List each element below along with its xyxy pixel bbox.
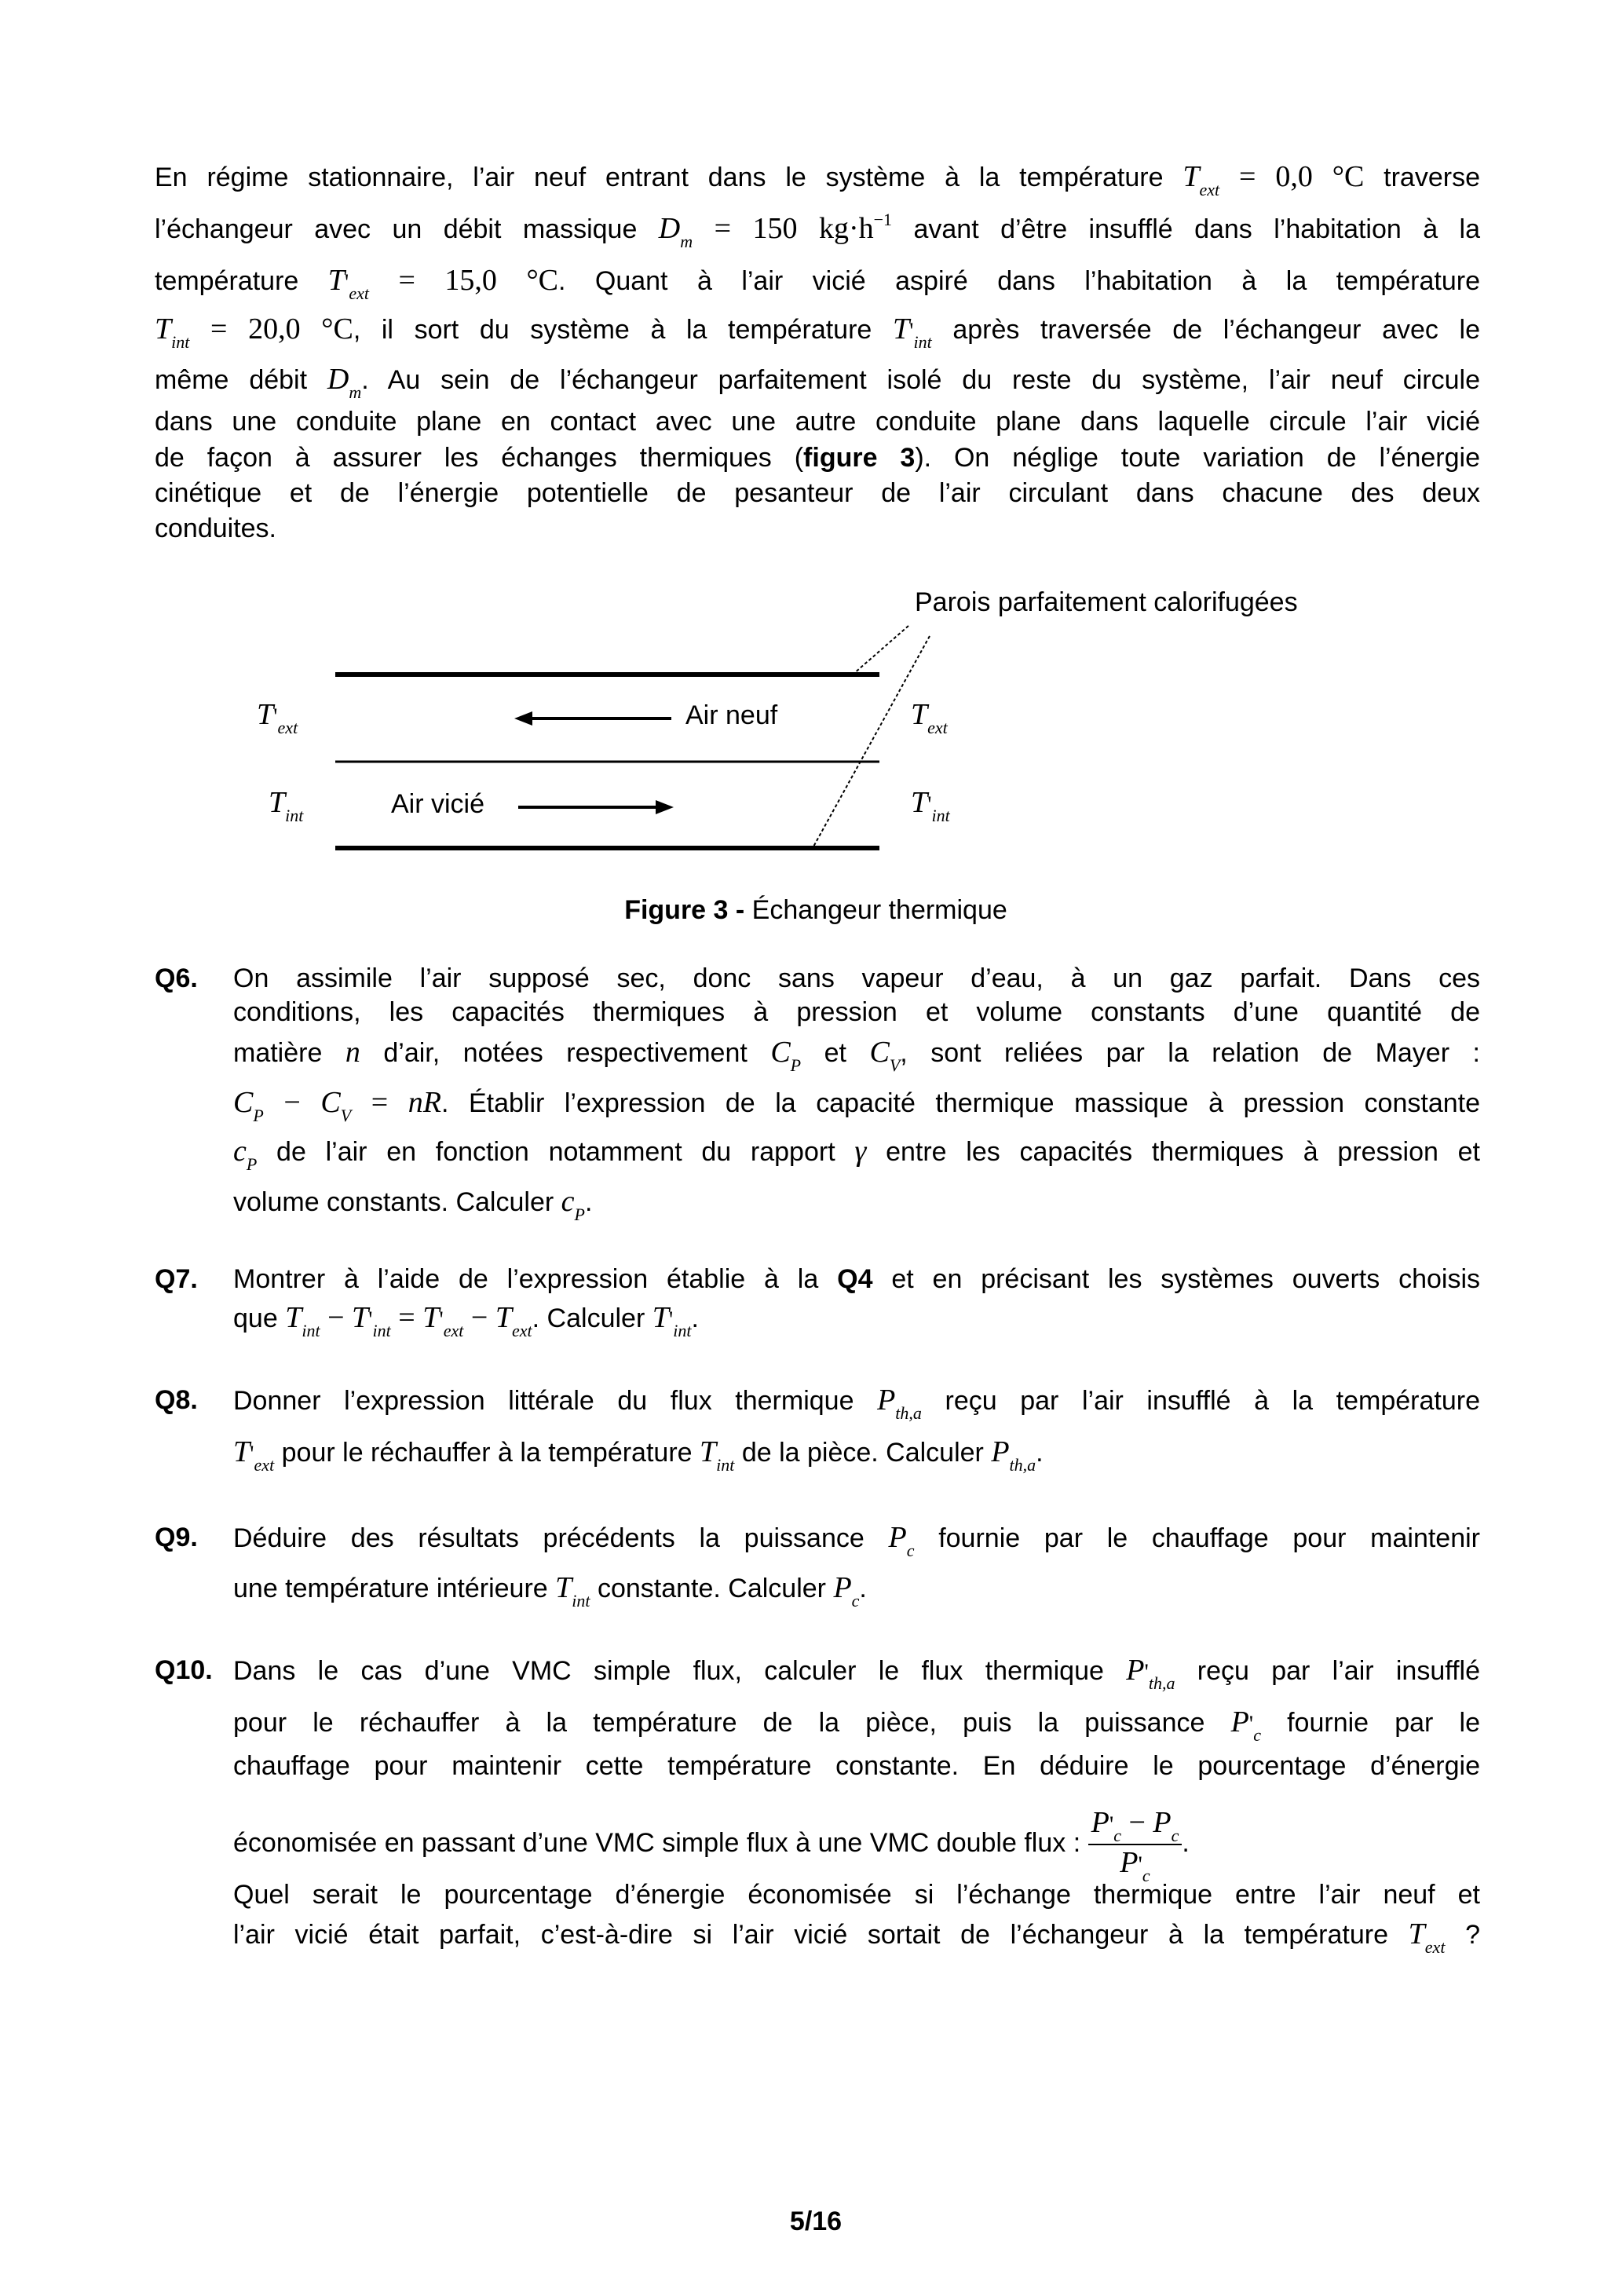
math-variable: P	[877, 1384, 896, 1417]
math-variable: P	[1153, 1806, 1172, 1839]
text-run: conditions, les capacités thermiques à pression et volume constants d’une quantité de	[233, 997, 1480, 1027]
text-run: . Établir l’expression de la capacité thermique massique à pression constante	[441, 1088, 1480, 1118]
text-run: conduites.	[155, 514, 276, 543]
math-subscript: P	[790, 1055, 802, 1075]
temp-left-bottom	[269, 785, 304, 825]
math-subscript: c	[906, 1541, 915, 1560]
math-subscript: P	[253, 1106, 264, 1125]
text-line	[233, 1702, 1481, 1745]
math-expression	[495, 1301, 532, 1340]
math-subscript: m	[349, 382, 362, 402]
text-line	[233, 1083, 1480, 1125]
pointer-dashed-line	[853, 626, 908, 675]
math-value: −	[463, 1301, 495, 1334]
text-line	[233, 1914, 1481, 1957]
text-run: l’échangeur avec un débit massique	[155, 214, 659, 244]
math-value: −	[320, 1301, 352, 1334]
math-expression	[345, 1036, 360, 1069]
math-term	[1091, 1806, 1153, 1845]
walls-label: Parois parfaitement calorifugées	[915, 587, 1298, 617]
caption-text: Échangeur thermique	[744, 895, 1007, 925]
math-variable: T	[652, 1301, 669, 1334]
text-line	[233, 1182, 1480, 1224]
math-subscript: c	[1142, 1866, 1150, 1885]
math-subscript: th,a	[1148, 1673, 1175, 1693]
text-line	[233, 1380, 1480, 1423]
text-run: Montrer à l’aide de l’expression établie à la	[233, 1264, 838, 1294]
math-subscript: V	[340, 1106, 352, 1125]
text-run: dans une conduite plane en contact avec une autre conduite plane dans laquelle circule l’air vicié	[155, 407, 1480, 437]
text-run: pour le réchauffer à la température de la pièce, puis la puissance	[233, 1708, 1231, 1738]
math-subscript: int	[931, 806, 950, 825]
question-label: Q10.	[155, 1655, 213, 1685]
text-run: Donner l’expression littérale du flux thermique	[233, 1386, 878, 1416]
math-variable: nR	[408, 1086, 441, 1119]
math-subscript: ext	[927, 718, 948, 737]
math-subscript: m	[680, 232, 693, 251]
math-variable: T	[1408, 1918, 1425, 1951]
text-run: , il sort du système à la température	[353, 315, 893, 345]
math-expression	[869, 1036, 901, 1075]
math-variable: c	[233, 1135, 247, 1168]
math-value: −	[1120, 1806, 1153, 1839]
text-run: Déduire des résultats précédents la puissance	[233, 1523, 889, 1553]
math-expression	[770, 1036, 802, 1075]
math-variable: T	[155, 313, 172, 345]
math-variable: T	[911, 786, 928, 819]
math-subscript: ext	[1199, 180, 1220, 199]
math-prime: '	[273, 704, 278, 729]
text-run: et en précisant les systèmes ouverts choisis	[872, 1264, 1481, 1294]
caption-number: Figure 3 -	[624, 895, 745, 925]
math-expression	[422, 1301, 495, 1340]
math-variable: T	[911, 698, 928, 731]
text-run: En régime stationnaire, l’air neuf entrant dans le système à la température	[155, 163, 1183, 192]
math-variable: T	[892, 313, 910, 345]
math-value: = 15,0 °C	[368, 264, 558, 297]
bold-reference: Q4	[837, 1264, 873, 1294]
text-line	[233, 1568, 1480, 1610]
math-variable: c	[561, 1185, 575, 1218]
text-run: reçu par l’air insufflé	[1175, 1656, 1480, 1686]
math-variable: n	[345, 1036, 360, 1069]
text-run: ). On néglige toute variation de l’énergie	[915, 443, 1481, 473]
text-run: . Calculer	[532, 1303, 652, 1333]
math-expression	[991, 1435, 1036, 1475]
math-expression	[1126, 1654, 1175, 1693]
math-value: = 0,0 °C	[1219, 160, 1365, 193]
text-run: une température intérieure	[233, 1574, 556, 1603]
math-subscript: ext	[349, 283, 369, 303]
math-prime: '	[344, 269, 349, 295]
text-run: avant d’être insufflé dans l’habitation à la	[892, 214, 1481, 244]
text-run: .	[859, 1574, 867, 1603]
math-variable: P	[833, 1571, 852, 1604]
fraction	[1088, 1805, 1183, 1884]
math-subscript: P	[574, 1205, 585, 1224]
text-run: que	[233, 1303, 286, 1333]
math-variable: C	[320, 1086, 341, 1119]
math-prime: '	[1138, 1852, 1142, 1877]
text-run: pour le réchauffer à la température	[274, 1438, 700, 1468]
math-prime: '	[250, 1441, 254, 1467]
math-expression	[352, 1301, 423, 1340]
text-line	[233, 1875, 1480, 1914]
math-variable: P	[1120, 1846, 1139, 1879]
math-variable: P	[1230, 1706, 1249, 1738]
text-run: de la pièce. Calculer	[734, 1438, 992, 1468]
text-run: chauffage pour maintenir cette température constante. En déduire le pourcentage d’énergie	[233, 1751, 1480, 1781]
stale-air-label: Air vicié	[391, 789, 485, 819]
math-variable: P	[1126, 1654, 1145, 1687]
math-variable: T	[495, 1301, 512, 1334]
math-subscript: c	[1113, 1826, 1121, 1845]
temp-right-top	[911, 697, 948, 737]
text-run: volume constants. Calculer	[233, 1187, 561, 1217]
text-run: de l’air en fonction notamment du rapport	[257, 1137, 855, 1167]
question-label: Q8.	[155, 1385, 198, 1415]
math-subscript: int	[572, 1591, 590, 1610]
arrow-left-icon	[514, 711, 532, 726]
math-variable: T	[285, 1301, 302, 1334]
math-subscript: V	[889, 1055, 901, 1075]
text-run: entre les capacités thermiques à pression et	[866, 1137, 1481, 1167]
math-expression	[833, 1571, 860, 1610]
text-run: cinétique et de l’énergie potentielle de pesanteur de l’air circulant dans chacune des deux	[155, 478, 1480, 508]
math-variable: T	[233, 1435, 250, 1468]
text-run: économisée en passant d’une VMC simple flux à une VMC double flux :	[233, 1827, 1088, 1858]
math-prime: '	[1248, 1711, 1254, 1737]
math-variable: T	[257, 698, 274, 731]
math-prime: '	[927, 792, 932, 817]
text-line	[233, 1132, 1481, 1174]
text-run: de façon à assurer les échanges thermiques (	[155, 443, 804, 473]
math-prime: '	[1144, 1659, 1149, 1685]
math-variable: T	[555, 1571, 572, 1604]
text-line	[233, 1651, 1480, 1693]
math-subscript: int	[372, 1321, 391, 1340]
bold-reference: figure 3	[803, 443, 916, 473]
text-line	[233, 993, 1480, 1032]
math-expression	[233, 1086, 321, 1125]
math-subscript: int	[285, 806, 304, 825]
math-subscript: int	[913, 332, 932, 352]
math-expression	[561, 1185, 585, 1224]
text-run: constante. Calculer	[590, 1574, 834, 1603]
math-exponent: −1	[873, 210, 893, 229]
math-expression	[555, 1571, 590, 1610]
math-expression	[1230, 1706, 1261, 1745]
question-label: Q7.	[155, 1264, 198, 1294]
text-line	[233, 1518, 1480, 1560]
math-expression	[1408, 1918, 1446, 1957]
math-variable: D	[327, 363, 349, 396]
math-variable: P	[991, 1435, 1010, 1468]
fresh-air-label: Air neuf	[685, 700, 778, 730]
math-expression	[408, 1086, 441, 1119]
text-run: ?	[1445, 1920, 1481, 1950]
page-number: 5/16	[789, 2206, 843, 2236]
math-expression	[233, 1135, 258, 1174]
text-run: .	[691, 1303, 699, 1333]
temp-left-top	[257, 697, 298, 737]
text-run: Dans le cas d’une VMC simple flux, calculer le flux thermique	[233, 1656, 1127, 1686]
math-variable: T	[1183, 160, 1200, 193]
math-term	[1153, 1806, 1179, 1845]
math-term	[1120, 1846, 1150, 1885]
temp-right-bottom	[911, 785, 950, 825]
text-run: fournie par le	[1260, 1708, 1481, 1738]
math-value: = 20,0 °C	[189, 313, 353, 345]
question-label: Q9.	[155, 1523, 198, 1552]
text-run: reçu par l’air insufflé à la température	[921, 1386, 1480, 1416]
math-prime: '	[668, 1307, 674, 1333]
math-value: = 150 kg·h	[693, 212, 874, 245]
text-run: traverse	[1364, 163, 1480, 192]
math-prime: '	[439, 1307, 444, 1333]
text-line	[233, 1746, 1480, 1786]
math-subscript: th,a	[895, 1403, 922, 1423]
math-subscript: ext	[277, 718, 298, 737]
math-variable: T	[700, 1435, 717, 1468]
text-run: température	[155, 266, 328, 296]
math-subscript: int	[716, 1455, 735, 1475]
math-expression	[854, 1135, 866, 1168]
text-line	[233, 1432, 1480, 1475]
math-subscript: int	[673, 1321, 692, 1340]
math-variable: D	[658, 212, 681, 245]
text-run: .	[584, 1187, 593, 1217]
math-expression	[877, 1384, 922, 1423]
math-subscript: c	[1171, 1826, 1179, 1845]
math-variable: T	[269, 786, 286, 819]
text-line	[233, 1805, 1480, 1885]
math-expression	[233, 1435, 275, 1475]
text-run: , sont reliées par la relation de Mayer :	[900, 1038, 1480, 1068]
math-subscript: ext	[443, 1321, 464, 1340]
math-variable: T	[352, 1301, 369, 1334]
text-line	[233, 1033, 1480, 1075]
math-variable: C	[869, 1036, 890, 1069]
text-run: fournie par le chauffage pour maintenir	[914, 1523, 1480, 1553]
math-variable: C	[770, 1036, 791, 1069]
math-subscript: ext	[1424, 1937, 1446, 1957]
text-run: . Au sein de l’échangeur parfaitement isolé du reste du système, l’air neuf circule	[361, 365, 1480, 395]
text-line	[233, 1298, 1480, 1340]
text-run: d’air, notées respectivement	[360, 1038, 771, 1068]
text-run: après traversée de l’échangeur avec le	[931, 315, 1480, 345]
math-expression	[285, 1301, 352, 1340]
math-expression	[320, 1086, 408, 1125]
math-subscript: P	[246, 1154, 258, 1174]
fraction-numerator	[1088, 1805, 1183, 1845]
arrow-right-icon	[656, 800, 674, 814]
math-subscript: int	[171, 332, 190, 352]
math-variable: T	[327, 264, 345, 297]
text-run: Quel serait le pourcentage d’énergie économisée si l’échange thermique entre l’air neuf et	[233, 1880, 1480, 1910]
figure-caption	[0, 890, 1623, 930]
exchanger-diagram	[0, 0, 1623, 942]
math-prime: '	[368, 1307, 373, 1333]
text-run: On assimile l’air supposé sec, donc sans vapeur d’eau, à un gaz parfait. Dans ces	[233, 963, 1480, 993]
math-subscript: int	[302, 1321, 320, 1340]
math-variable: T	[422, 1301, 440, 1334]
text-run: . Quant à l’air vicié aspiré dans l’habitation à la température	[557, 266, 1480, 296]
math-prime: '	[909, 318, 914, 344]
math-prime: '	[1109, 1812, 1114, 1837]
text-run: .	[1036, 1438, 1044, 1468]
math-variable: C	[233, 1086, 254, 1119]
text-run: l’air vicié était parfait, c’est-à-dire si l’air vicié sortait de l’échangeur à la température	[233, 1920, 1409, 1950]
math-variable: P	[888, 1521, 907, 1554]
text-run: .	[1182, 1827, 1190, 1858]
question-label: Q6.	[155, 963, 198, 993]
math-variable: P	[1091, 1806, 1109, 1839]
math-subscript: c	[1253, 1725, 1261, 1745]
math-expression	[652, 1301, 692, 1340]
text-line	[233, 1260, 1480, 1299]
math-subscript: c	[851, 1591, 860, 1610]
math-value: −	[263, 1086, 321, 1119]
text-run: et	[801, 1038, 870, 1068]
math-subscript: th,a	[1009, 1455, 1036, 1475]
math-expression	[700, 1435, 735, 1475]
text-run: matière	[233, 1038, 345, 1068]
text-run: même débit	[155, 365, 327, 395]
math-variable: γ	[854, 1135, 867, 1168]
math-value: =	[390, 1301, 423, 1334]
math-expression	[888, 1521, 915, 1560]
math-subscript: ext	[254, 1455, 275, 1475]
math-value: =	[351, 1086, 408, 1119]
math-subscript: ext	[512, 1321, 532, 1340]
